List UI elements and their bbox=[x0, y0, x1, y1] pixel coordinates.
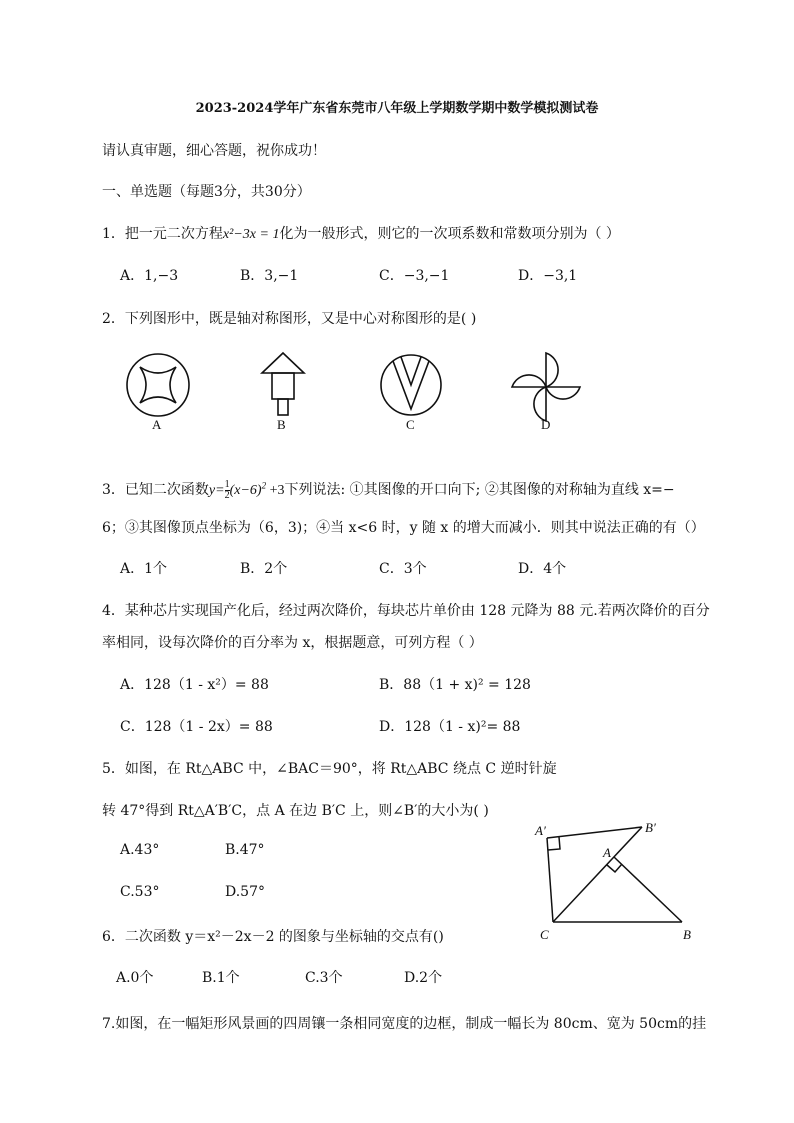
figure-c bbox=[381, 355, 441, 415]
q1-equation: x²−3x = 1 bbox=[222, 227, 280, 242]
question-5-line2: 转 47°得到 Rt△A′B′C，点 A 在边 B′C 上，则∠B′的大小为( ) bbox=[102, 803, 489, 819]
q6-option-c: C.3个 bbox=[305, 970, 343, 986]
label-a: A bbox=[603, 845, 611, 860]
figure-d bbox=[512, 353, 580, 421]
figure-b bbox=[262, 353, 304, 415]
label-b-prime: B′ bbox=[645, 820, 656, 835]
q3-option-b: B．2个 bbox=[240, 561, 288, 577]
question-3-line1 bbox=[102, 479, 675, 501]
question-2-stem: 2．下列图形中，既是轴对称图形，又是中心对称图形的是( ) bbox=[102, 311, 477, 327]
q1-option-b: B．3,−1 bbox=[240, 268, 299, 284]
q5-option-a: A.43° bbox=[120, 842, 160, 858]
figure-d-label: D bbox=[541, 417, 551, 432]
q5-option-d: D.57° bbox=[225, 884, 265, 900]
q1-option-d: D．−3,1 bbox=[518, 268, 578, 284]
q6-option-a: A.0个 bbox=[116, 970, 154, 986]
q6-option-b: B.1个 bbox=[202, 970, 240, 986]
q4-option-a: A．128（1 - x²）= 88 bbox=[120, 677, 269, 693]
question-3-line2: 6；③其图像顶点坐标为（6，3)；④当 x<6 时，y 随 x 的增大而减小．则其中说法正确的有（） bbox=[102, 520, 705, 536]
intro-text: 请认真审题，细心答题，祝你成功！ bbox=[102, 143, 326, 159]
q1-stem-b: 化为一般形式，则它的一次项系数和常数项分别为（ ） bbox=[279, 226, 620, 242]
question-5-line1: 5．如图，在 Rt△ABC 中，∠BAC＝90°，将 Rt△ABC 绕点 C 逆时针旋 bbox=[102, 761, 557, 777]
q1-stem-a: 1．把一元二次方程 bbox=[102, 226, 223, 242]
q5-triangle-figure bbox=[530, 815, 705, 945]
q3-line1-b: 下列说法: ①其图像的开口向下; ②其图像的对称轴为直线 x=− bbox=[284, 482, 675, 498]
q3-function: y= $\frac{1}{2}$ $(x-6)^2 +3$ bbox=[208, 479, 285, 502]
q1-option-a: A．1,−3 bbox=[120, 268, 179, 284]
q5-triangle-lines bbox=[547, 827, 682, 922]
figure-a bbox=[127, 354, 189, 416]
question-4-line2: 率相同，设每次降价的百分率为 x，根据题意，可列方程（ ） bbox=[102, 635, 483, 651]
q1-option-c: C．−3,−1 bbox=[379, 268, 450, 284]
q5-option-b: B.47° bbox=[225, 842, 265, 858]
section-heading: 一、单选题（每题3分，共30分） bbox=[102, 184, 311, 200]
question-4-line1: 4．某种芯片实现国产化后，经过两次降价，每块芯片单价由 128 元降为 88 元.若两次降价的百分 bbox=[102, 603, 710, 619]
q6-option-d: D.2个 bbox=[404, 970, 443, 986]
q4-option-c: C．128（1 - 2x）= 88 bbox=[120, 719, 273, 735]
question-6-stem: 6．二次函数 y＝x²－2x－2 的图象与坐标轴的交点有() bbox=[102, 929, 444, 945]
q3-option-d: D．4个 bbox=[518, 561, 567, 577]
q3-option-a: A．1个 bbox=[120, 561, 168, 577]
q4-option-b: B．88（1 + x)² = 128 bbox=[379, 677, 531, 693]
page-title: 2023-2024学年广东省东莞市八年级上学期数学期中数学模拟测试卷 bbox=[195, 101, 599, 116]
q5-option-c: C.53° bbox=[120, 884, 160, 900]
label-a-prime: A′ bbox=[535, 823, 546, 838]
label-b: B bbox=[683, 927, 691, 942]
q4-option-d: D．128（1 - x)²= 88 bbox=[379, 719, 521, 735]
question-7-line1: 7.如图，在一幅矩形风景画的四周镶一条相同宽度的边框，制成一幅长为 80cm、宽为 50cm的挂 bbox=[102, 1016, 707, 1032]
figure-a-label: A bbox=[152, 417, 162, 432]
figure-c-label: C bbox=[406, 417, 415, 432]
q3-line1-a: 3．已知二次函数 bbox=[102, 482, 209, 498]
figure-b-label: B bbox=[277, 417, 286, 432]
q3-option-c: C．3个 bbox=[379, 561, 427, 577]
question-1-stem bbox=[102, 223, 620, 243]
label-c: C bbox=[540, 927, 549, 942]
q2-figures bbox=[110, 345, 590, 435]
